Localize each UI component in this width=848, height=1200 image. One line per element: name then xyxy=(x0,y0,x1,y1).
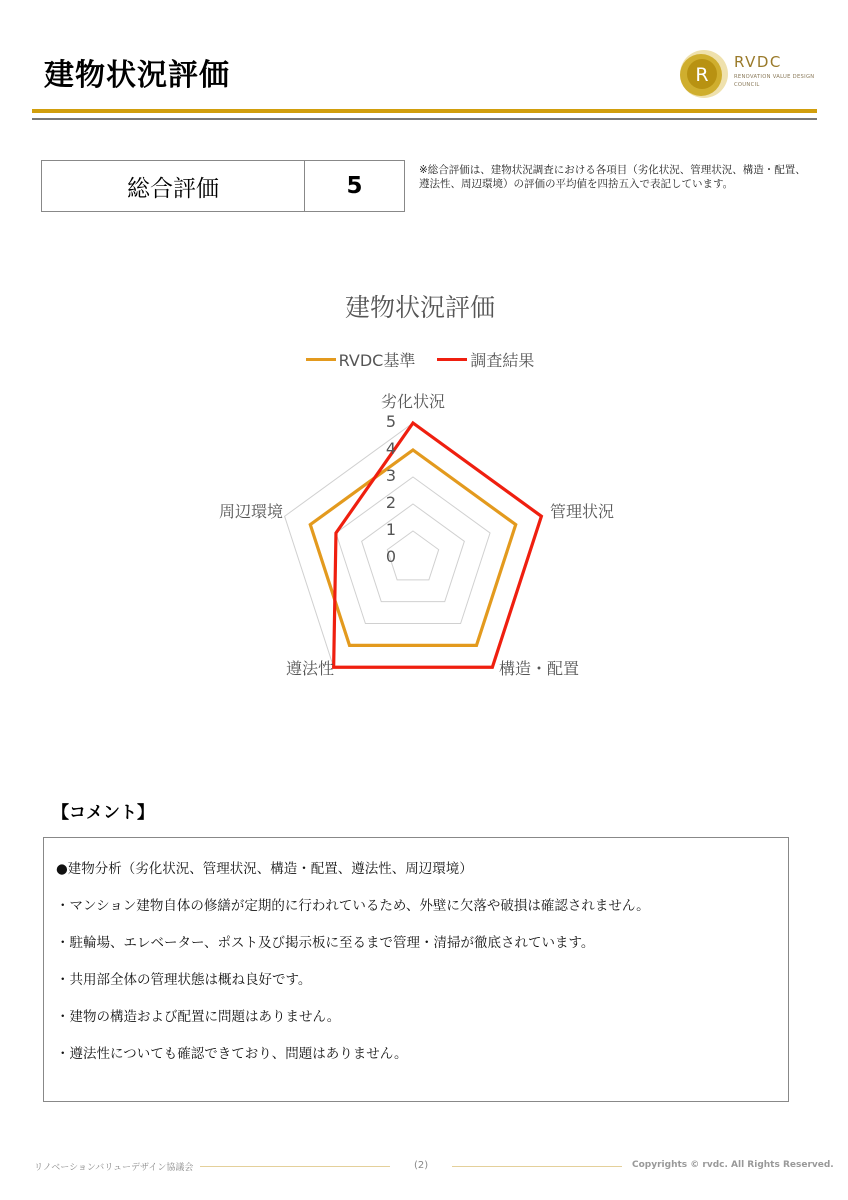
footer-divider-right xyxy=(452,1166,622,1167)
header-gold-divider xyxy=(32,109,817,113)
logo-subtitle-line2: COUNCIL xyxy=(734,82,760,88)
tick-label: 1 xyxy=(385,520,397,539)
comment-box xyxy=(43,837,789,1102)
axis-label: 管理状況 xyxy=(550,502,615,521)
logo-mark-icon xyxy=(678,48,728,100)
header-gray-divider xyxy=(32,118,817,120)
overall-rating-box xyxy=(41,160,405,212)
tick-label: 2 xyxy=(385,493,397,512)
legend-label-result: 調査結果 xyxy=(470,351,535,370)
tick-label: 0 xyxy=(385,547,397,566)
radar-plot xyxy=(180,280,660,700)
radar-chart xyxy=(180,280,660,700)
rvdc-logo xyxy=(678,48,828,100)
page-title: 建物状況評価 xyxy=(44,58,230,93)
comment-item: ・遵法性についても確認できており、問題はありません。 xyxy=(56,1046,408,1062)
logo-subtitle-line1: RENOVATION VALUE DESIGN xyxy=(734,74,815,80)
footer-divider-left xyxy=(200,1166,390,1167)
footer-organization: リノベーションバリューデザイン協議会 xyxy=(34,1163,194,1173)
overall-rating-note: ※総合評価は、建物状況調査における各項目（劣化状況、管理状況、構造・配置、遵法性、周辺環境）の評価の平均値を四捨五入で表記しています。 xyxy=(419,164,806,190)
axis-label: 構造・配置 xyxy=(499,659,580,678)
radar-series xyxy=(310,423,541,667)
comment-item: ・共用部全体の管理状態は概ね良好です。 xyxy=(56,972,312,988)
page-number: (2) xyxy=(414,1160,429,1171)
legend-label-rvdc: RVDC基準 xyxy=(338,351,416,370)
comment-item: ●建物分析（劣化状況、管理状況、構造・配置、遵法性、周辺環境） xyxy=(56,861,473,877)
axis-label: 遵法性 xyxy=(285,659,334,678)
comment-item: ・駐輪場、エレベーター、ポスト及び掲示板に至るまで管理・清掃が徹底されています。 xyxy=(56,935,595,951)
comment-heading: 【コメント】 xyxy=(52,803,154,823)
grid-ring xyxy=(362,504,465,602)
tick-label: 4 xyxy=(385,439,397,458)
axis-label: 劣化状況 xyxy=(380,392,445,411)
overall-rating-label: 総合評価 xyxy=(42,161,305,211)
tick-label: 5 xyxy=(385,412,397,431)
tick-label: 3 xyxy=(385,466,397,485)
comment-list xyxy=(56,860,650,1082)
logo-letter: R xyxy=(695,64,709,86)
logo-name: RVDC xyxy=(734,53,782,71)
footer-copyright: Copyrights © rvdc. All Rights Reserved. xyxy=(632,1160,834,1170)
overall-rating-value: 5 xyxy=(346,173,363,199)
chart-title: 建物状況評価 xyxy=(344,293,495,322)
comment-item: ・マンション建物自体の修繕が定期的に行われているため、外壁に欠落や破損は確認されません。 xyxy=(56,898,650,914)
axis-label: 周辺環境 xyxy=(218,502,283,521)
comment-item: ・建物の構造および配置に問題はありません。 xyxy=(56,1009,341,1025)
